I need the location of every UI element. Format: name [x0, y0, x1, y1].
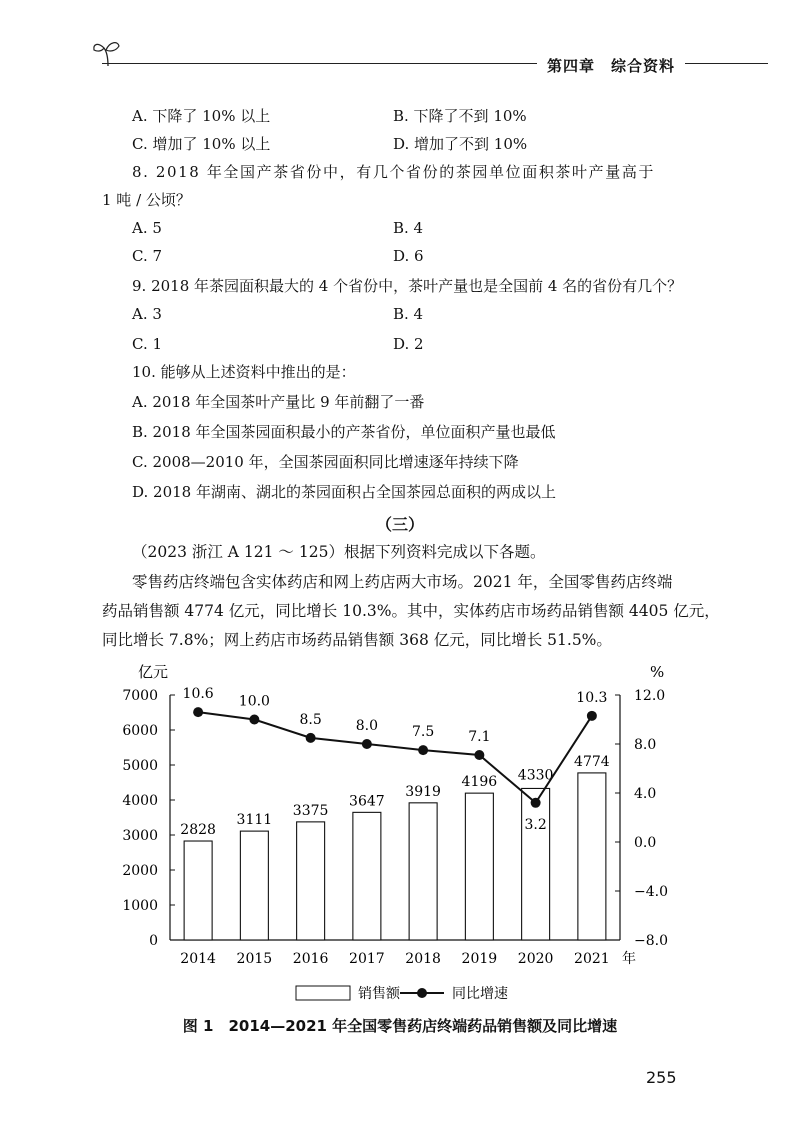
left-tick-label: 1000 [122, 898, 158, 914]
q9-option-d: D. 2 [393, 335, 424, 353]
material-para-line2: 药品销售额 4774 亿元，同比增长 10.3%。其中，实体药店市场药品销售额 4405 亿元， [102, 602, 720, 620]
growth-label-2018: 7.5 [411, 724, 435, 741]
bar-label-2017: 3647 [349, 793, 385, 810]
growth-label-2017: 8.0 [355, 718, 379, 734]
q8-stem-line1: 8. 2018 年全国产茶省份中，有几个省份的茶园单位面积茶叶产量高于 [132, 163, 656, 181]
growth-label-2014: 10.6 [182, 686, 214, 703]
growth-label-2021: 10.3 [576, 689, 608, 706]
growth-point-2016 [306, 733, 316, 743]
material-para-line3: 同比增长 7.8%；网上药店市场药品销售额 368 亿元，同比增长 51.5%。 [102, 631, 612, 649]
legend-bar-swatch [296, 986, 350, 1000]
growth-point-2014 [193, 707, 203, 717]
x-tick-label: 2015 [236, 951, 273, 967]
legend-line-label: 同比增速 [452, 986, 508, 1002]
left-tick-label: 2000 [122, 863, 158, 879]
bar-2014 [184, 841, 212, 940]
section-heading: （三） [375, 515, 424, 534]
x-tick-label: 2017 [349, 951, 385, 967]
q8-option-d: D. 6 [393, 247, 424, 265]
q9-option-a: A. 3 [132, 305, 162, 323]
x-axis-unit: 年 [622, 951, 636, 967]
growth-point-2017 [362, 739, 372, 749]
q10-option-c: C. 2008—2010 年，全国茶园面积同比增速逐年持续下降 [132, 453, 519, 471]
x-tick-label: 2018 [405, 951, 441, 967]
bar-2016 [297, 822, 325, 940]
left-axis-unit: 亿元 [138, 663, 169, 681]
right-tick-label: −8.0 [634, 933, 668, 949]
growth-label-2016: 8.5 [299, 711, 322, 728]
bar-2021 [578, 773, 606, 940]
right-tick-label: 4.0 [634, 786, 657, 802]
bar-label-2016: 3375 [292, 802, 329, 819]
left-tick-label: 6000 [122, 723, 158, 739]
page-number: 255 [646, 1068, 677, 1087]
bar-2019 [465, 793, 493, 940]
bar-label-2018: 3919 [405, 783, 441, 800]
legend-bar-label: 销售额 [358, 986, 400, 1002]
right-tick-label: 0.0 [634, 835, 657, 851]
sales-growth-chart [0, 655, 800, 1010]
bar-label-2015: 3111 [236, 812, 273, 829]
q7-option-b: B. 下降了不到 10% [393, 107, 527, 125]
material-para-line1: 零售药店终端包含实体药店和网上药店两大市场。2021 年，全国零售药店终端 [132, 573, 673, 591]
x-tick-label: 2019 [461, 951, 498, 967]
q9-option-b: B. 4 [393, 305, 424, 323]
right-tick-label: 8.0 [634, 737, 657, 753]
bar-2015 [240, 831, 268, 940]
bar-2020 [522, 788, 550, 940]
growth-point-2015 [249, 715, 259, 725]
x-tick-label: 2014 [180, 951, 216, 967]
left-tick-label: 0 [149, 933, 158, 949]
growth-point-2018 [418, 745, 428, 755]
q8-option-b: B. 4 [393, 219, 424, 237]
q9-stem: 9. 2018 年茶园面积最大的 4 个省份中，茶叶产量也是全国前 4 名的省份有几个？ [132, 277, 683, 295]
q10-stem: 10. 能够从上述资料中推出的是： [132, 363, 356, 381]
left-tick-label: 7000 [122, 688, 158, 704]
growth-point-2020 [531, 798, 541, 808]
x-tick-label: 2021 [574, 951, 610, 967]
left-tick-label: 5000 [122, 758, 158, 774]
q10-option-d: D. 2018 年湖南、湖北的茶园面积占全国茶园总面积的两成以上 [132, 483, 556, 501]
q10-option-b: B. 2018 年全国茶园面积最小的产茶省份，单位面积产量也最低 [132, 423, 556, 441]
q8-option-c: C. 7 [132, 247, 163, 265]
left-tick-label: 3000 [122, 828, 158, 844]
growth-point-2019 [474, 750, 484, 760]
right-tick-label: −4.0 [634, 884, 668, 900]
bar-label-2021: 4774 [574, 753, 610, 770]
growth-label-2019: 7.1 [468, 729, 491, 746]
q8-stem-line2: 1 吨 / 公顷？ [102, 191, 191, 209]
x-tick-label: 2020 [517, 951, 554, 967]
q7-option-c: C. 增加了 10% 以上 [132, 135, 271, 153]
chapter-title: 第四章 综合资料 [537, 55, 685, 76]
bar-label-2019: 4196 [461, 774, 498, 791]
right-axis-unit: % [650, 663, 665, 681]
growth-point-2021 [587, 711, 597, 721]
q8-option-a: A. 5 [132, 219, 162, 237]
bar-2018 [409, 803, 437, 940]
section-intro: （2023 浙江 A 121 ～ 125）根据下列资料完成以下各题。 [132, 543, 546, 561]
x-tick-label: 2016 [292, 951, 329, 967]
bar-label-2014: 2828 [180, 822, 216, 839]
right-tick-label: 12.0 [634, 688, 666, 704]
q7-option-a: A. 下降了 10% 以上 [132, 107, 271, 125]
bar-2017 [353, 812, 381, 940]
q9-option-c: C. 1 [132, 335, 163, 353]
bar-label-2020: 4330 [517, 767, 554, 784]
growth-label-2020: 3.2 [524, 816, 547, 833]
chart-caption: 图 1 2014—2021 年全国零售药店终端药品销售额及同比增速 [182, 1017, 618, 1035]
growth-label-2015: 10.0 [238, 693, 270, 710]
legend-line-marker [417, 988, 427, 998]
q10-option-a: A. 2018 年全国茶叶产量比 9 年前翻了一番 [132, 393, 425, 411]
q7-option-d: D. 增加了不到 10% [393, 135, 528, 153]
left-tick-label: 4000 [122, 793, 158, 809]
